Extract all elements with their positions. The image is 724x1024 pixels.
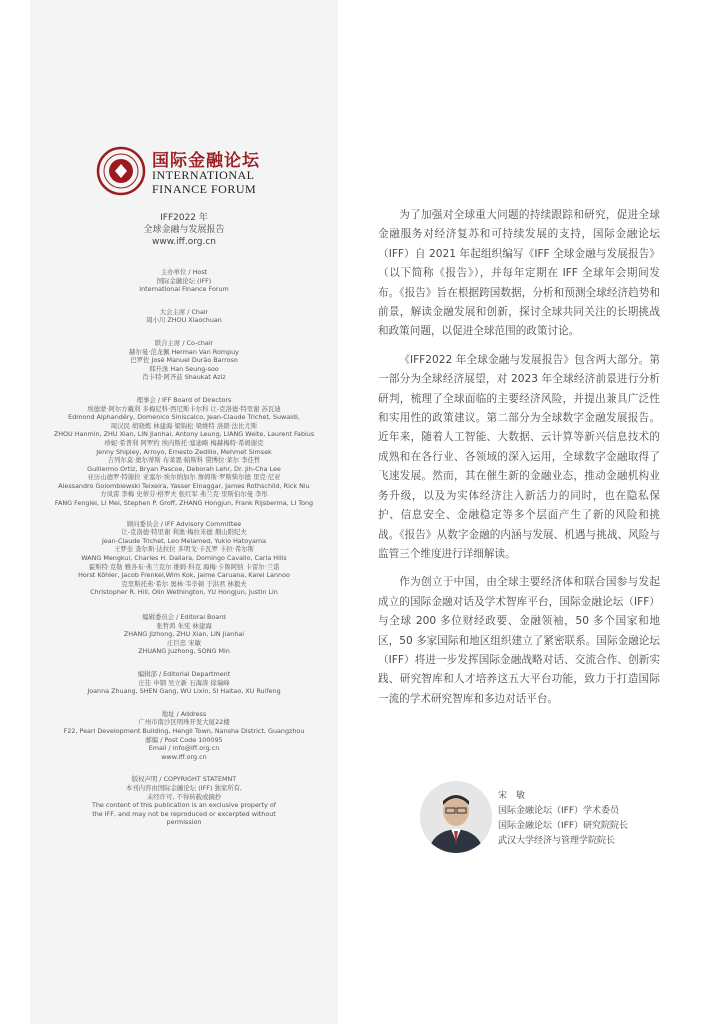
publication-block bbox=[30, 212, 338, 248]
colophon-line: 周汉民 胡晓炼 林建海 梁锦松 梁维特 洛朗·法比尤斯 bbox=[110, 421, 258, 430]
author-photo bbox=[420, 781, 492, 853]
colophon-line: The content of this publication is an exclusive property of bbox=[91, 801, 277, 810]
logo-english-line1: INTERNATIONAL bbox=[152, 168, 255, 182]
colophon-line: 张哲鸿 朱宪 林建海 bbox=[156, 621, 212, 630]
foreword-body bbox=[378, 206, 660, 718]
colophon-line: ZHANG Jizhong, ZHU Xian, LIN Jianhai bbox=[123, 630, 245, 639]
colophon-line: 邮编 / Post Code 100095 bbox=[145, 735, 223, 744]
logo-english-line2: FINANCE FORUM bbox=[152, 182, 257, 196]
colophon-group-heading: 顾问委员会 / IFF Advisory Committee bbox=[126, 519, 242, 528]
colophon-group bbox=[30, 396, 338, 508]
colophon-group bbox=[30, 268, 338, 294]
author-title: 武汉大学经济与管理学院院长 bbox=[498, 836, 616, 846]
logo-chinese-name: 国际金融论坛 bbox=[152, 151, 260, 171]
colophon-line: F22, Pearl Development Building, Hengli Town, Nansha District, Guangzhou bbox=[63, 726, 305, 735]
colophon-line: 本刊内容由国际金融论坛 (IFF) 独家所有, bbox=[125, 783, 243, 792]
colophon-group-heading: 主办单位 / Host bbox=[160, 268, 208, 276]
colophon-group bbox=[30, 308, 338, 325]
colophon-group bbox=[30, 520, 338, 597]
colophon-line: 克里斯托弗·希尔 奥林·韦辛顿 于洪君 林毅夫 bbox=[121, 579, 247, 588]
colophon-line: permission bbox=[166, 818, 202, 827]
author-name: 宋 敏 bbox=[498, 791, 526, 801]
foreword-paragraph-2: 《IFF2022 年全球金融与发展报告》包含两大部分。第一部分为全球经济展望，对 2023 年全球经济前景进行分析研判，梳理了全球面临的主要经济风险，并提出兼具广泛性和实用性的政策建议。第二部分为全球数字金融发展报告。近年来，随着人工智能、大数据、云计算等新兴信息技术的成熟和在各行业、各领域的深入运用，全球数字金融取得了飞速发展。然而，其在催生新的金融业态，推动金融机构业务升级，以及为实体经济注入新活力的同时，也在隐私保护、信息安全、金融稳定等多个层面产生了新的风险和挑战。《报告》从数字金融的内涵与发展、机遇与挑战、风险与监管三个维度进行详细解读。 bbox=[378, 353, 660, 560]
colophon-line: Edmond Alphandéry, Domenico Siniscalco, Jean-Claude Trichet, Suwaidi, bbox=[68, 413, 300, 422]
colophon-group-heading: 编辑部 / Editorial Department bbox=[137, 669, 231, 678]
colophon-line: FANG Fenglei, LI Mei, Stephen P. Groff, ZHANG Hongjun, Frank Rijsberma, LI Tong bbox=[54, 499, 314, 508]
colophon-line: 方凤雷 李梅 史蒂芬·格罗夫 张红军 弗兰克·里斯伯尔曼 李彤 bbox=[100, 490, 268, 499]
colophon-line: 吉列尔莫·奥尔蒂斯 布莱恩·帕斯科 黛博拉·莱尔 李佳哲 bbox=[107, 456, 261, 465]
colophon-line: 巴罗佐 José Manuel Durão Barroso bbox=[130, 356, 238, 365]
colophon-line: Christopher R. Hill, Olin Wethington, YU Hongjun, Justin Lin bbox=[90, 588, 278, 597]
foreword-paragraph-3: 作为创立于中国，由全球主要经济体和联合国参与发起成立的国际金融对话及学术智库平台，国际金融论坛（IFF）与全球 200 多位财经政要、金融领袖，50 多个国家和地区，50 多家国际和地区组织建立了紧密联系。国际金融论坛（IFF）将进一步发挥国际金融战略对话、交流合作、创新实践、研究智库和人才培养这五大平台功能，致力于打造国际一流的学术研究智库和多边对话平台。 bbox=[378, 576, 660, 705]
colophon-line: 国际金融论坛 (IFF) bbox=[156, 276, 212, 285]
colophon-line: International Finance Forum bbox=[139, 285, 229, 294]
author-card bbox=[420, 781, 710, 861]
author-info bbox=[498, 789, 628, 849]
colophon-line: 肖卡特·阿齐兹 Shaukat Aziz bbox=[142, 373, 226, 382]
colophon-line: the IFF, and may not be reproduced or excerpted without bbox=[92, 809, 276, 818]
colophon-group bbox=[30, 670, 338, 696]
colophon-group-heading: 地址 / Address bbox=[161, 709, 207, 718]
colophon bbox=[30, 212, 338, 841]
colophon-line: 赫尔曼·范龙佩 Herman Van Rompuy bbox=[129, 347, 239, 356]
iff-logo bbox=[96, 146, 260, 202]
colophon-group bbox=[30, 339, 338, 382]
colophon-group-heading: 版权声明 / COPYRIGHT STATEMNT bbox=[131, 775, 237, 784]
colophon-group-heading: 大会主席 / Chair bbox=[159, 307, 209, 316]
colophon-line: Alessandro Golombiewski Teixeira, Yasser Elnaggar, James Rothschild, Rick Niu bbox=[58, 481, 310, 490]
author-title: 国际金融论坛（IFF）研究院院长 bbox=[498, 821, 629, 831]
colophon-group-heading: 理事会 / IFF Board of Directors bbox=[136, 395, 232, 404]
colophon-line: 韩升洙 Han Seung-soo bbox=[149, 364, 219, 373]
colophon-line: 庄巨忠 宋敏 bbox=[167, 638, 201, 647]
colophon-line: 周小川 ZHOU Xiaochuan bbox=[146, 316, 222, 325]
colophon-groups bbox=[30, 268, 338, 827]
author-title: 国际金融论坛（IFF）学术委员 bbox=[498, 806, 620, 816]
colophon-line: Email / info@iff.org.cn bbox=[148, 744, 220, 753]
publication-website: www.iff.org.cn bbox=[152, 237, 216, 247]
colophon-group-heading: 联合主席 / Co-chair bbox=[154, 338, 214, 347]
colophon-line: 霍斯特·克勒 雅各布·弗兰克尔 维姆·科克 海梅·卡鲁阿纳 卡雷尔·兰诺 bbox=[88, 562, 280, 571]
colophon-line: Horst Köhler, Jacob Frenkel,Wim Kok, Jaime Caruana, Karel Lannoo bbox=[78, 571, 290, 580]
colophon-group-heading: 编辑委员会 / Editoral Board bbox=[142, 613, 226, 621]
colophon-line: Guillermo Ortiz, Bryan Pascoe, Deborah Lehr, Dr. Jih-Cha Lee bbox=[87, 464, 281, 473]
colophon-line: ZHUANG Juzhong, SONG Min bbox=[138, 647, 230, 656]
colophon-group bbox=[30, 613, 338, 656]
colophon-line: 王梦奎 查尔斯·达拉拉 多明戈·卡瓦罗 卡拉·希尔斯 bbox=[114, 545, 254, 554]
colophon-line: www.iff.org.cn bbox=[161, 752, 207, 761]
colophon-group bbox=[30, 775, 338, 827]
colophon-line: Joanna Zhuang, SHEN Gang, WU Lixin, SI Haitao, XU Ruifeng bbox=[87, 687, 281, 696]
publication-title: IFF2022 年 bbox=[160, 213, 208, 223]
colophon-line: 埃德蒙·阿尔方戴利 多梅尼科·西尼斯卡尔科 让-克洛德·特里谢 苏瓦迪 bbox=[87, 404, 281, 413]
colophon-line: 未经许可, 不得转载或摘抄 bbox=[146, 792, 222, 801]
publication-subtitle: 全球金融与发展报告 bbox=[143, 225, 225, 235]
author-portrait-icon bbox=[420, 781, 492, 853]
colophon-line: Jean-Claude Trichet, Leo Melamed, Yukio Hatoyama bbox=[101, 536, 267, 545]
foreword-paragraph-1: 为了加强对全球重大问题的持续跟踪和研究，促进全球金融服务对经济复苏和可持续发展的支持，国际金融论坛（IFF）自 2021 年起组织编写《IFF 全球金融与发展报告》（以下简称《报告》），并每年定期在 IFF 全球年会期间发布。《报告》旨在根据跨国数据，分析和预测全球经济趋势和前景，解读金融发展和创新，探讨全球共同关注的长期挑战和政策问题，以促进全球范围的政策讨论。 bbox=[378, 209, 660, 338]
colophon-line: Jenny Shipley, Arroyo, Ernesto Zedillo, Mehmet Simsek bbox=[96, 447, 272, 456]
colophon-line: 广州市南沙区明珠开发大厦22楼 bbox=[138, 718, 230, 727]
colophon-line: 庄佳 申钢 吴立新 石海涛 徐瑞峰 bbox=[138, 678, 230, 687]
colophon-group bbox=[30, 710, 338, 762]
colophon-line: 珍妮·希普利 阿罗约 埃内斯托·塞迪略 梅赫梅特·希姆谢克 bbox=[104, 438, 264, 447]
colophon-line: ZHOU Hanmin, ZHU Xian, LIN Jianhai, Antony Leung, LIANG Weite, Laurent Fabius bbox=[53, 430, 315, 439]
colophon-line: 让-克洛德·特里谢 利奥·梅拉米德 畑山阳纪夫 bbox=[121, 528, 247, 537]
iff-seal-icon bbox=[96, 146, 146, 196]
colophon-line: WANG Mengkui, Charles H. Dallara, Domingo Cavallo, Carla Hills bbox=[81, 554, 287, 563]
colophon-line: 亚历山德罗·特谢拉 亚塞尔·埃尔纳加尔 詹姆斯·罗斯柴尔德 里克·尼亚 bbox=[87, 473, 281, 482]
